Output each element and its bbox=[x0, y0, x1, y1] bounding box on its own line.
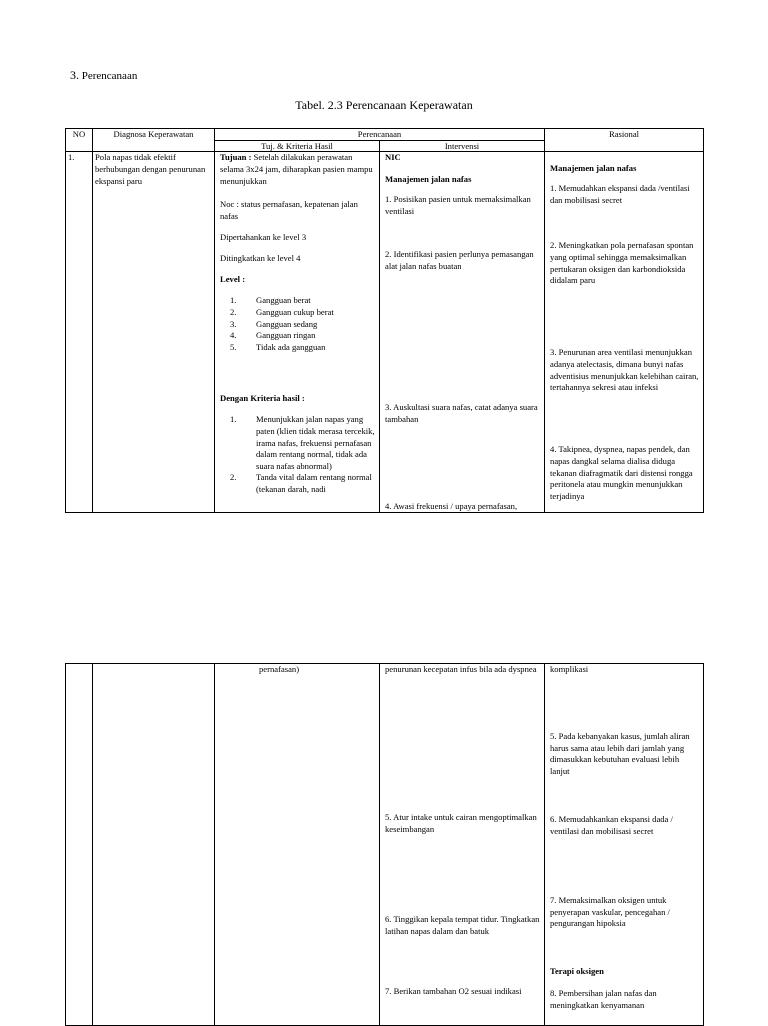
intervensi-5: 5. Atur intake untuk cairan mengoptimalkan keseimbangan bbox=[385, 812, 537, 834]
noc-text: Noc : status pernafasan, kepatenan jalan nafas bbox=[220, 199, 358, 222]
list-item: 5. Tidak ada gangguan bbox=[230, 341, 326, 352]
intervensi-cell bbox=[380, 152, 545, 513]
tujuan-continued: pernafasan) bbox=[259, 664, 300, 674]
rasional-3: 3. Penurunan area ventilasi menunjukkan adanya atelectasis, dimana bunyi nafas adventisius menunjukkan kelebihan cairan, tertahannya sekresi atau infeksi bbox=[550, 347, 699, 393]
rasional-8: 8. Pembersihan jalan nafas dan meningkatkan kenyamanan bbox=[550, 988, 657, 1010]
rasional-heading-2: Terapi oksigen bbox=[550, 966, 604, 976]
list-item: 4. Gangguan ringan bbox=[230, 330, 316, 341]
rasional-cell bbox=[545, 664, 704, 1026]
table-row bbox=[66, 152, 704, 513]
list-item: 1. Gangguan berat bbox=[230, 295, 311, 306]
diagnosa-text: Pola napas tidak efektif berhubungan dengan penurunan ekspansi paru bbox=[95, 152, 206, 186]
section-heading bbox=[70, 68, 137, 83]
tujuan-text: Tujuan : Setelah dilakukan perawatan selama 3x24 jam, diharapkan pasien mampu menunjukkan bbox=[220, 152, 373, 186]
rasional-2: 2. Meningkatkan pola pernafasan spontan yang optimal sehingga memaksimalkan pertukaran oksigen dan karbondioksida didalam paru bbox=[550, 240, 694, 286]
rasional-7: 7. Memaksimalkan oksigen untuk penyerapan vaskular, pencegahan / pengurangan hipoksia bbox=[550, 895, 670, 929]
nic-label: NIC bbox=[385, 152, 401, 163]
header-diagnosa: Diagnosa Keperawatan bbox=[93, 129, 215, 152]
row-number: 1. bbox=[66, 152, 93, 513]
level-list bbox=[220, 295, 375, 353]
kriteria-list bbox=[220, 414, 375, 495]
tujuan-cell bbox=[215, 152, 380, 513]
list-item: 2. Gangguan cukup berat bbox=[230, 307, 334, 318]
rasional-1: 1. Memudahkan ekspansi dada /ventilasi dan mobilisasi secret bbox=[550, 183, 690, 206]
header-perencanaan: Perencanaan bbox=[215, 129, 545, 141]
table-row bbox=[66, 664, 704, 1026]
intervensi-1: 1. Posisikan pasien untuk memaksimalkan ventilasi bbox=[385, 194, 531, 217]
list-item: 2. Tanda vital dalam rentang normal (tekanan darah, nadi bbox=[230, 472, 372, 495]
rasional-cell bbox=[545, 152, 704, 513]
table-title: Tabel. 2.3 Perencanaan Keperawatan bbox=[295, 98, 473, 112]
ditingkatkan-text: Ditingkatkan ke level 4 bbox=[220, 253, 301, 264]
planning-table-continued bbox=[65, 663, 704, 1026]
intervensi-continued: penurunan kecepatan infus bila ada dyspnea bbox=[385, 664, 537, 674]
rasional-heading: Manajemen jalan nafas bbox=[550, 163, 637, 174]
diagnosa-cell bbox=[93, 152, 215, 513]
rasional-5: 5. Pada kebanyakan kasus, jumlah aliran harus sama atau lebih dari jamlah yang dimasukkan kebutuhan evaluasi lebih lanjut bbox=[550, 731, 690, 776]
diagnosa-cell bbox=[93, 664, 215, 1026]
table-header-row bbox=[66, 129, 704, 141]
row-number bbox=[66, 664, 93, 1026]
intervensi-cell bbox=[380, 664, 545, 1026]
tujuan-cell bbox=[215, 664, 380, 1026]
nic-heading: Manajemen jalan nafas bbox=[385, 174, 472, 185]
header-rasional: Rasional bbox=[545, 129, 704, 152]
intervensi-7: 7. Berikan tambahan O2 sesuai indikasi bbox=[385, 986, 522, 996]
header-intervensi: Intervensi bbox=[380, 140, 545, 152]
header-tujuan: Tuj. & Kriteria Hasil bbox=[215, 140, 380, 152]
list-item: 3. Gangguan sedang bbox=[230, 318, 318, 329]
header-no: NO bbox=[66, 129, 93, 152]
rasional-4: 4. Takipnea, dyspnea, napas pendek, dan napas dangkal selama dialisa diduga tekanan diafragmatik dari distensi rongga peritonela atau mungkin menunjukkan terjadinya bbox=[550, 444, 693, 501]
rasional-continued: komplikasi bbox=[550, 664, 589, 674]
kriteria-label: Dengan Kriteria hasil : bbox=[220, 393, 305, 404]
intervensi-2: 2. Identifikasi pasien perlunya pemasangan alat jalan nafas buatan bbox=[385, 249, 534, 272]
planning-table bbox=[65, 128, 704, 513]
level-label: Level : bbox=[220, 274, 246, 285]
intervensi-6: 6. Tinggikan kepala tempat tidur. Tingkatkan latihan napas dalam dan batuk bbox=[385, 914, 540, 936]
intervensi-3: 3. Auskultasi suara nafas, catat adanya suara tambahan bbox=[385, 402, 538, 425]
section-title: Perencanaan bbox=[81, 70, 138, 82]
dipertahankan-text: Dipertahankan ke level 3 bbox=[220, 232, 307, 243]
intervensi-4: 4. Awasi frekuensi / upaya pernafasan, bbox=[385, 501, 518, 512]
list-item: 1. Menunjukkan jalan napas yang paten (klien tidak merasa tercekik, irama nafas, frekuensi pernafasan dalam rentang normal, tidak ada suara nafas abnormal) bbox=[230, 414, 375, 471]
section-number: 3. bbox=[70, 68, 79, 82]
rasional-6: 6. Memudahkankan ekspansi dada / ventilasi dan mobilisasi secret bbox=[550, 814, 673, 836]
